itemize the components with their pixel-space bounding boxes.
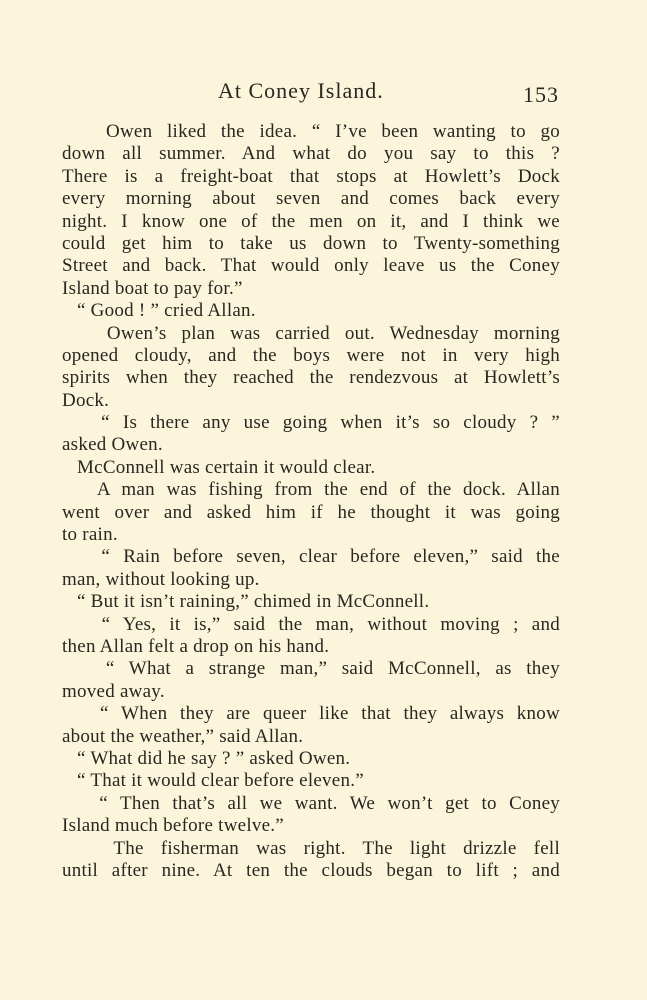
text-line: “ What did he say ? ” asked Owen. <box>62 747 351 769</box>
text-line: moved away. <box>62 680 165 702</box>
text-line: about the weather,” said Allan. <box>62 725 304 747</box>
text-line: “ Is there any use going when it’s so cloudy ? ” <box>62 412 560 434</box>
text-line: Owen liked the idea. “ I’ve been wanting to go <box>62 121 560 142</box>
text-line: “ But it isn’t raining,” chimed in McConnell. <box>62 591 430 613</box>
text-line: until after nine. At ten the clouds began to lift ; and <box>62 859 560 881</box>
text-line: There is a freight-boat that stops at Howlett’s Dock <box>62 165 560 187</box>
text-line: “ Then that’s all we want. We won’t get to Coney <box>62 792 560 814</box>
chapter-title: At Coney Island. <box>218 78 384 103</box>
text-line: “ Yes, it is,” said the man, without moving ; and <box>62 613 560 635</box>
text-line: A man was fishing from the end of the dock. Allan <box>62 479 560 501</box>
text-line: “ That it would clear before eleven.” <box>62 770 364 792</box>
text-line: went over and asked him if he thought it was going <box>62 501 560 523</box>
text-line: Street and back. That would only leave us the Coney <box>62 255 560 277</box>
text-line: “ What a strange man,” said McConnell, as they <box>62 658 560 680</box>
text-line: Owen’s plan was carried out. Wednesday morning <box>62 322 560 344</box>
text-line: Island much before twelve.” <box>62 815 284 837</box>
text-line: The fisherman was right. The light drizzle fell <box>62 837 560 859</box>
text-line: spirits when they reached the rendezvous at Howlett’s <box>62 367 560 389</box>
text-line: Dock. <box>62 389 110 411</box>
page-number: 153 <box>523 82 559 107</box>
text-line: “ Rain before seven, clear before eleven,” said the <box>62 546 560 568</box>
text-line: down all summer. And what do you say to this ? <box>62 143 560 165</box>
text-line: Island boat to pay for.” <box>62 277 243 299</box>
text-line: could get him to take us down to Twenty-something <box>62 232 560 254</box>
text-line: man, without looking up. <box>62 568 260 590</box>
text-line: night. I know one of the men on it, and I think we <box>62 210 560 232</box>
body-text <box>62 121 560 882</box>
text-line: opened cloudy, and the boys were not in very high <box>62 344 560 366</box>
text-line: asked Owen. <box>62 434 163 456</box>
text-line: McConnell was certain it would clear. <box>62 456 376 478</box>
text-line: every morning about seven and comes back every <box>62 188 560 210</box>
text-line: to rain. <box>62 524 118 546</box>
text-line: “ Good ! ” cried Allan. <box>62 300 256 322</box>
running-head <box>0 74 647 108</box>
text-line: then Allan felt a drop on his hand. <box>62 635 330 657</box>
text-line: “ When they are queer like that they always know <box>62 703 560 725</box>
